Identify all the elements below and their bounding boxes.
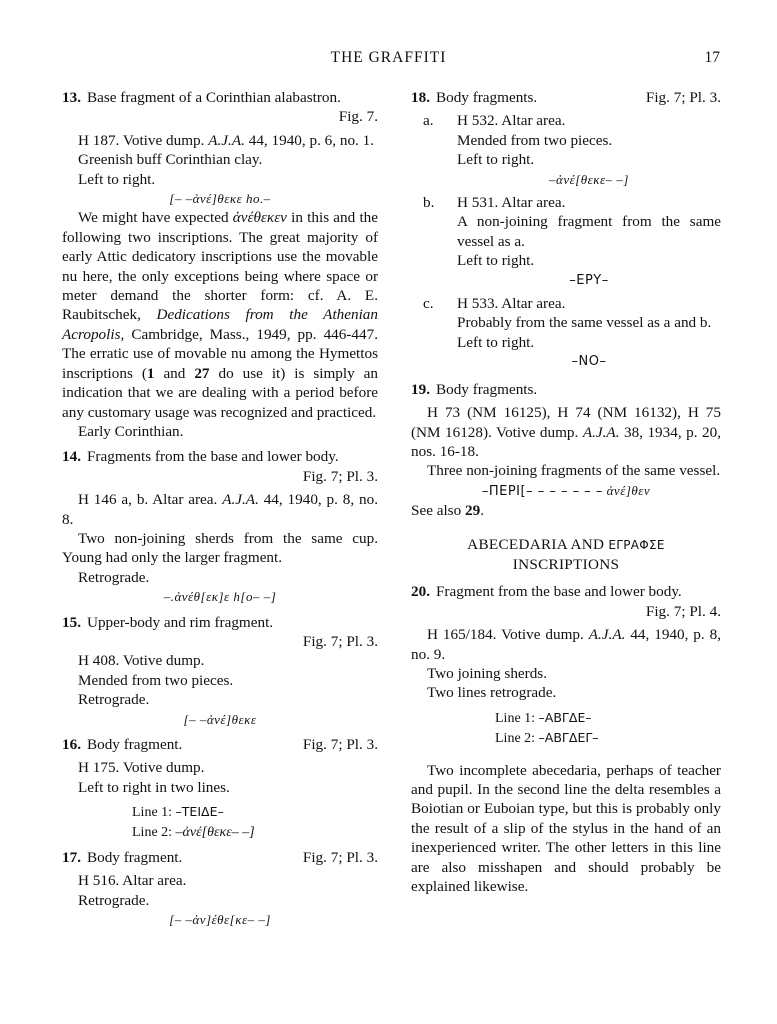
- running-title: THE GRAFFITI: [330, 49, 447, 66]
- entry-17-direction: Retrograde.: [78, 891, 150, 909]
- entry-14: [62, 447, 378, 606]
- entry-16-direction: Left to right in two lines.: [78, 778, 230, 796]
- entry-18-c: c. H 533. Altar area. Probably from the same vessel as a and b. Left to right. –ΝΟ–: [411, 294, 721, 372]
- left-column: [62, 88, 378, 930]
- entry-13-clay: Greenish buff Corinthian clay.: [78, 151, 263, 169]
- entry-13-fig: Fig. 7.: [338, 108, 378, 126]
- entry-20-line-1: Line 1: –ΑΒΓΔΕ–: [495, 709, 592, 726]
- entry-15-mend: Mended from two pieces.: [78, 671, 234, 689]
- page-number: 17: [704, 49, 720, 66]
- entry-15-direction: Retrograde.: [78, 691, 150, 709]
- right-column: [411, 88, 721, 896]
- entry-18-heading: 18. Body fragments. Fig. 7; Pl. 3.: [411, 89, 721, 106]
- entry-20-commentary: Two incomplete abecedaria, perhaps of teacher and pupil. In the second line the delta resembles a Boiotian or Euboian type, but this is probably only the result of a slip of the stylus in the hand of an inexperienced writer. The other letters in this line are also misshapen and should probably be explained likewise.: [411, 761, 721, 896]
- entry-17: [62, 848, 378, 930]
- entry-17-ref: H 516. Altar area.: [78, 872, 187, 890]
- entry-19-heading: 19. Body fragments.: [411, 380, 538, 398]
- entry-19-ref: H 73 (NM 16125), H 74 (NM 16132), H 75 (NM 16128). Votive dump. A.J.A. 38, 1934, p. 20, nos. 16-18.: [411, 404, 721, 460]
- entry-15: [62, 613, 378, 729]
- entry-18-b: b. H 531. Altar area. A non-joining fragment from the same vessel as a. Left to right. –ΕΡΥ–: [411, 193, 721, 290]
- entry-17-heading: 17. Body fragment. Fig. 7; Pl. 3.: [62, 849, 378, 867]
- entry-13: [62, 88, 378, 441]
- entry-16-line-2: Line 2: –ἀνέ[θεκε– –]: [132, 824, 255, 840]
- entry-16-lines: [62, 802, 378, 842]
- entry-20-heading: 20. Fragment from the base and lower body.: [411, 583, 682, 601]
- entry-13-inscription: [– –ἀνέ]θεκε ho.–: [169, 191, 271, 207]
- entry-18-fig: Fig. 7; Pl. 3.: [645, 89, 721, 106]
- section-heading: ABECEDARIA AND ΕΓΡΑΦΣΕ INSCRIPTIONS: [467, 535, 665, 573]
- entry-13-direction: Left to right.: [78, 170, 156, 188]
- entry-20: [411, 582, 721, 896]
- entry-17-fig: Fig. 7; Pl. 3.: [302, 849, 378, 867]
- entry-19-inscription: –ΠΕΡΙ[– – – – – – – ἀνέ]θεν: [481, 482, 651, 499]
- entry-19-description: Three non-joining fragments of the same vessel.: [427, 462, 721, 480]
- entry-13-ref: H 187. Votive dump. A.J.A. 44, 1940, p. 6, no. 1.: [78, 131, 375, 149]
- entry-20-lines: [411, 708, 721, 749]
- entry-14-heading: 14. Fragments from the base and lower body.: [62, 448, 339, 466]
- entry-16-heading: 16. Body fragment. Fig. 7; Pl. 3.: [62, 736, 378, 753]
- entry-14-direction: Retrograde.: [78, 568, 150, 586]
- entry-17-inscription: [– –ἀν]έθε[κε– –]: [169, 912, 271, 928]
- entry-18-b-inscription: –ΕΡΥ–: [569, 272, 609, 288]
- entry-15-fig: Fig. 7; Pl. 3.: [302, 632, 378, 650]
- entry-14-description: Two non-joining sherds from the same cup. Young had only the larger fragment.: [62, 529, 378, 567]
- entry-16-line-1: Line 1: –ΤΕΙΔΕ–: [132, 804, 224, 821]
- entry-16-ref: H 175. Votive dump.: [78, 759, 205, 777]
- entry-20-fig: Fig. 7; Pl. 4.: [645, 602, 721, 620]
- entry-15-ref: H 408. Votive dump.: [78, 652, 205, 670]
- entry-15-heading: 15. Upper-body and rim fragment.: [62, 613, 274, 631]
- entry-15-inscription: [– –ἀνέ]θεκε: [183, 711, 257, 727]
- entry-20-line-2: Line 2: –ΑΒΓΔΕΓ–: [495, 730, 599, 747]
- entry-13-commentary: We might have expected ἀνέθεκεν in this and the following two inscriptions. The great majority of early Attic dedicatory inscriptions use the movable nu here, the only exceptions being where space or meter demand the shorter form: cf. A. E. Raubitschek, Dedications from the Athenian Acropolis, Cambridge, Mass., 1949, pp. 446-447. The erratic use of movable nu among the Hymettos inscriptions (1 and 27 do use it) is simply an indication that we are dealing with a period before any customary usage was recognized and practiced.: [62, 209, 378, 421]
- entry-16: [62, 735, 378, 842]
- entry-20-ref: H 165/184. Votive dump. A.J.A. 44, 1940, p. 8, no. 9.: [411, 626, 722, 663]
- entry-18-a-inscription: –ἀνέ[θεκε– –]: [549, 171, 629, 187]
- entry-14-inscription: –.ἀνέθ[εκ]ε h[ο– –]: [163, 589, 277, 605]
- entry-18: [411, 88, 721, 372]
- entry-19-see-also: See also 29.: [411, 502, 484, 520]
- entry-20-joins: Two joining sherds.: [427, 664, 548, 682]
- entry-20-direction: Two lines retrograde.: [427, 684, 557, 702]
- entry-19: [411, 380, 721, 521]
- entry-13-heading: 13. Base fragment of a Corinthian alabastron.: [62, 89, 341, 106]
- running-header: [0, 48, 777, 68]
- entry-18-c-inscription: –ΝΟ–: [571, 354, 607, 370]
- entry-18-a: a. H 532. Altar area. Mended from two pieces. Left to right. –ἀνέ[θεκε– –]: [411, 111, 721, 189]
- entry-16-fig: Fig. 7; Pl. 3.: [302, 736, 378, 753]
- entry-13-period: Early Corinthian.: [78, 422, 184, 440]
- entry-14-fig: Fig. 7; Pl. 3.: [302, 467, 378, 485]
- entry-14-ref: H 146 a, b. Altar area. A.J.A. 44, 1940, p. 8, no. 8.: [62, 491, 379, 528]
